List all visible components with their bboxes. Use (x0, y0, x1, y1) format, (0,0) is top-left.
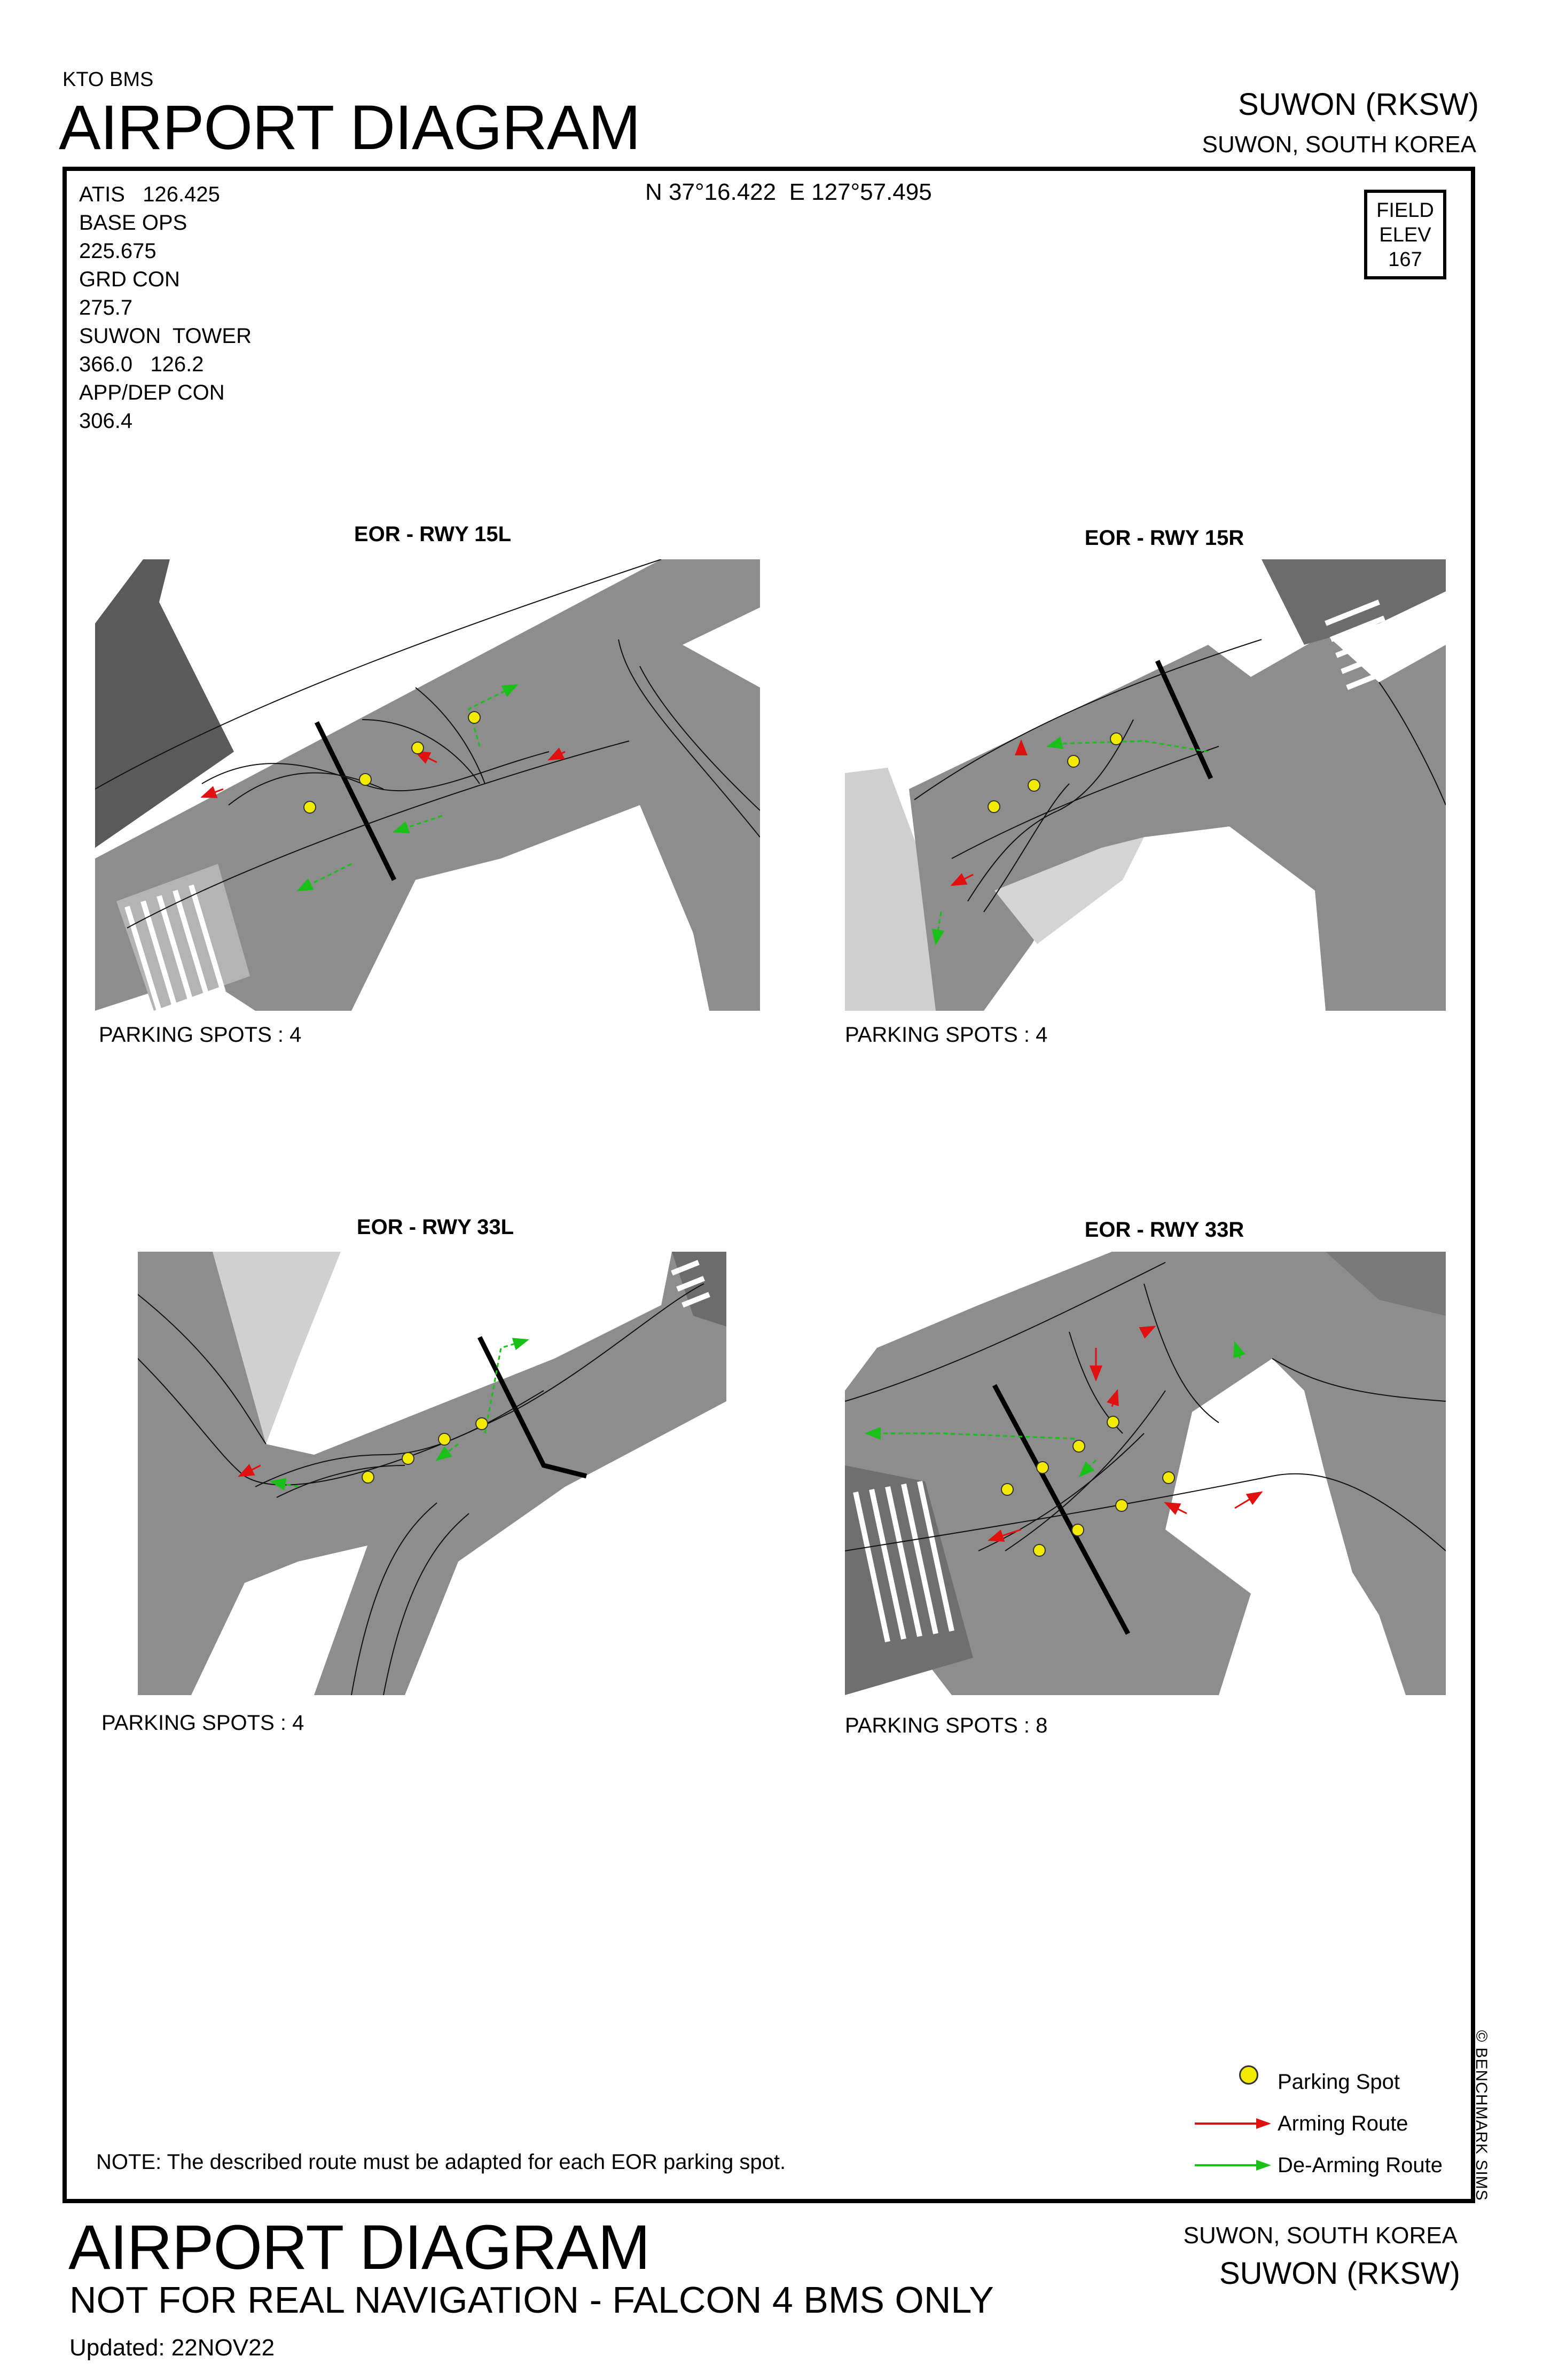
field-elev-line2: ELEV (1379, 224, 1431, 246)
legend-parking-spot: Parking Spot (1278, 2070, 1400, 2094)
frequency-list (79, 181, 252, 435)
eor-map-15l (95, 559, 760, 1011)
footer-airport: SUWON (RKSW) (1219, 2256, 1460, 2291)
legend-arming-route: Arming Route (1278, 2112, 1408, 2135)
airport-location: SUWON, SOUTH KOREA (1202, 131, 1476, 158)
footer-updated: Updated: 22NOV22 (69, 2335, 275, 2361)
dearming-route-legend-icon (1192, 2157, 1272, 2173)
freq-ground: 275.7 (79, 296, 133, 319)
parking-count-15l: PARKING SPOTS : 4 (99, 1023, 302, 1047)
freq-ground-label: GRD CON (79, 268, 180, 291)
panel-title-15l: EOR - RWY 15L (354, 522, 512, 546)
page-title: AIRPORT DIAGRAM (59, 92, 640, 163)
parking-count-15r: PARKING SPOTS : 4 (845, 1023, 1048, 1047)
parking-spot-legend-icon (1239, 2065, 1258, 2085)
publisher-label: KTO BMS (62, 68, 154, 91)
arming-route-legend-icon (1192, 2116, 1272, 2132)
freq-base-ops-label: BASE OPS (79, 211, 187, 235)
eor-map-33l (138, 1252, 726, 1695)
parking-count-33l: PARKING SPOTS : 4 (101, 1711, 304, 1735)
legend-dearming-route: De-Arming Route (1278, 2153, 1443, 2177)
copyright-notice: © BENCHMARK SIMS (1472, 2030, 1490, 2201)
footer-location: SUWON, SOUTH KOREA (1183, 2222, 1458, 2249)
freq-app-dep: 306.4 (79, 409, 133, 433)
field-elevation-box (1364, 190, 1446, 279)
field-elev-value: 167 (1388, 248, 1422, 271)
eor-map-15r (845, 559, 1446, 1011)
field-elev-line1: FIELD (1376, 199, 1434, 222)
diagram-frame (62, 167, 1475, 2203)
freq-app-dep-label: APP/DEP CON (79, 381, 225, 404)
panel-title-33r: EOR - RWY 33R (1084, 1218, 1244, 1242)
panel-title-15r: EOR - RWY 15R (1084, 526, 1244, 550)
freq-base-ops: 225.675 (79, 239, 156, 263)
footer-disclaimer: NOT FOR REAL NAVIGATION - FALCON 4 BMS ONLY (69, 2279, 994, 2321)
route-note: NOTE: The described route must be adapted for each EOR parking spot. (96, 2150, 786, 2174)
freq-atis: ATIS 126.425 (79, 183, 220, 206)
airport-coordinates: N 37°16.422 E 127°57.495 (645, 179, 932, 205)
eor-map-33r (845, 1252, 1446, 1695)
parking-count-33r: PARKING SPOTS : 8 (845, 1714, 1048, 1737)
freq-tower-label: SUWON TOWER (79, 324, 252, 348)
freq-tower: 366.0 126.2 (79, 353, 204, 376)
footer-title: AIRPORT DIAGRAM (68, 2212, 650, 2283)
airport-name: SUWON (RKSW) (1237, 87, 1479, 122)
panel-title-33l: EOR - RWY 33L (356, 1215, 514, 1239)
